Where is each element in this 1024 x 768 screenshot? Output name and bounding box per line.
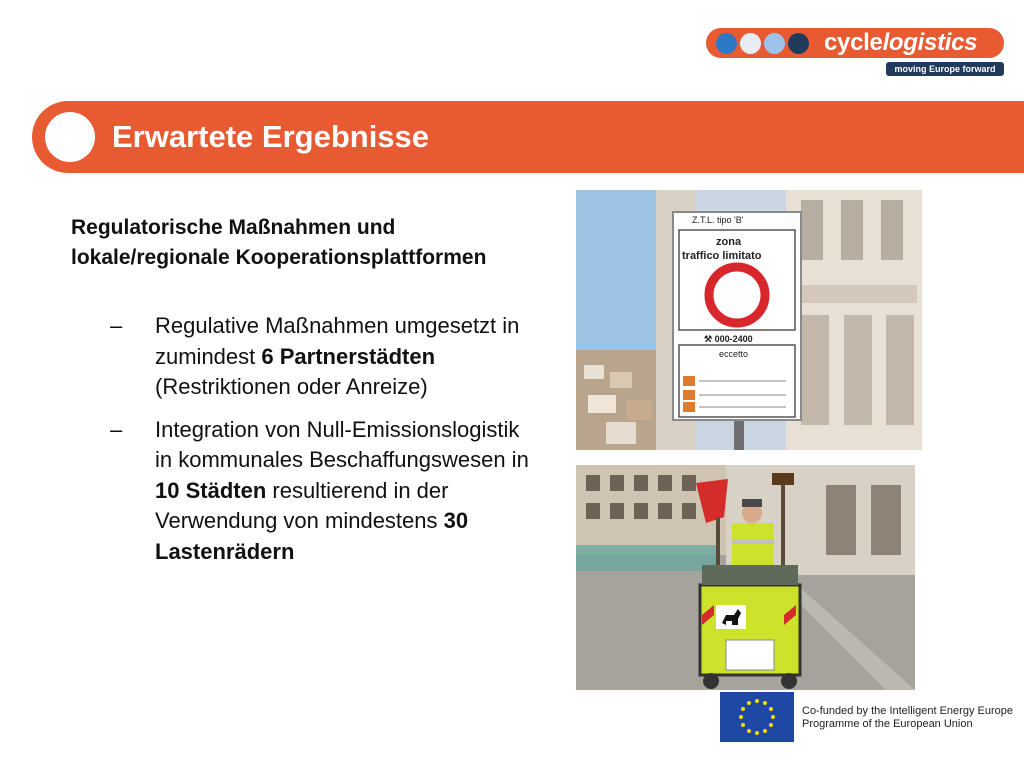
logo-dot-3 [764,33,785,54]
sign-eccetto: eccetto [719,349,749,359]
logo-pill [706,28,1004,58]
bullet-dash: – [110,313,123,338]
traffic-sign-illustration [576,190,922,450]
bullet-item [110,311,530,403]
logo-tagline: moving Europe forward [886,62,1004,76]
section-heading: Regulatorische Maßnahmen und lokale/regionale Kooperationsplattformen [71,216,487,269]
slide-title: Erwartete Ergebnisse [112,119,430,154]
eu-line-1: Co-funded by the Intelligent Energy Europe [802,705,1013,717]
bullet-text: Regulative Maßnahmen umgesetzt in zumindest [155,313,520,369]
bullet-bold-2: 30 Lastenrädern [155,508,469,564]
eu-flag [720,692,794,742]
sign-hours: ⚒ 000-2400 [704,334,753,344]
bullet-bold: 6 Partnerstädten [261,343,436,369]
eu-stars-icon [720,692,794,742]
logo-dot-4 [788,33,809,54]
eu-cofunded-text [802,705,1013,731]
bullet-item [110,415,530,568]
bullet-text-mid: resultierend in der Verwendung von mindestens [155,477,449,533]
logo-dot-2 [740,33,761,54]
sign-zone-line2: traffico limitato [682,250,762,262]
sign-header: Z.T.L. tipo 'B' [692,215,744,225]
bullet-bold: 10 Städten [155,477,267,503]
photo-traffic-sign [576,190,922,450]
bullet-text: Integration von Null-Emissionslogistik in kommunales Beschaffungswesen in [155,416,529,472]
sign-zone-line1: zona [716,236,742,248]
title-banner [32,101,1024,173]
cyclelogistics-logo [706,28,1004,78]
eu-line-2: Programme of the European Union [802,718,973,730]
cargo-bike-illustration [576,465,915,690]
bullet-dash: – [110,416,123,442]
logo-dot-1 [716,33,737,54]
banner-circle [45,112,95,162]
logo-wordmark [824,29,977,57]
bullet-list [110,311,530,579]
photo-cargo-bike [576,465,915,690]
logo-word-italic: logistics [882,29,978,56]
bullet-text-tail: (Restriktionen oder Anreize) [155,374,428,399]
logo-word-plain: cycle [824,29,883,56]
